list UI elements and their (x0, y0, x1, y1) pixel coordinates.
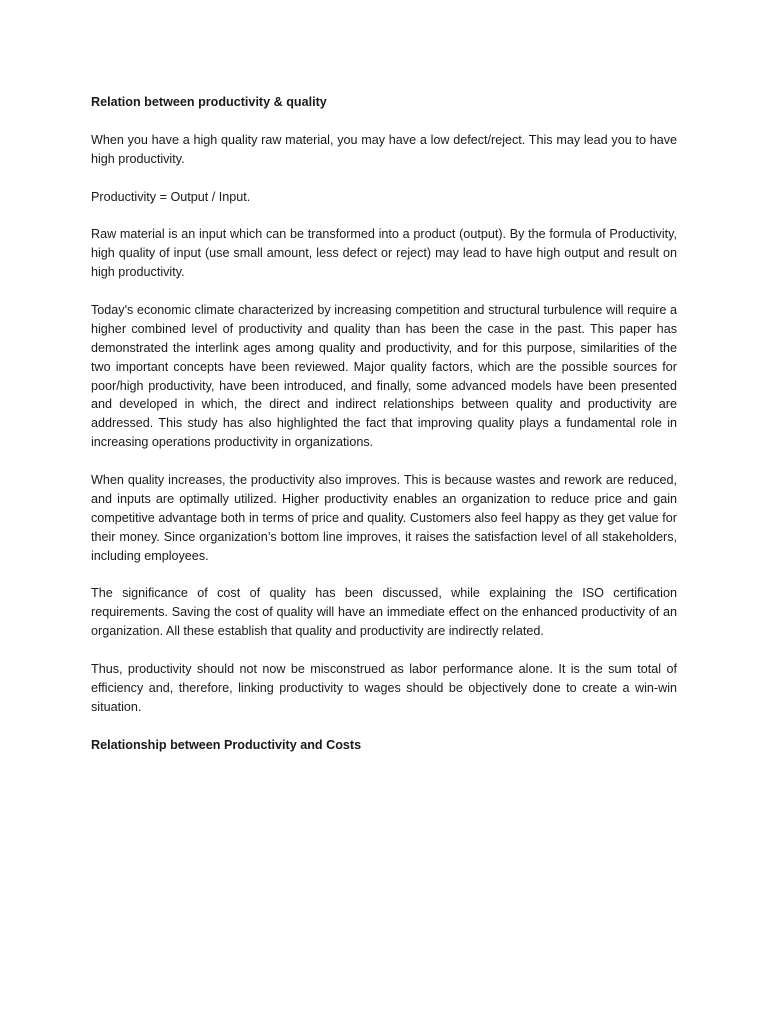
section-heading: Relation between productivity & quality (91, 95, 327, 109)
paragraph: When you have a high quality raw material, you may have a low defect/reject. This may lead you to have high productivity. (91, 132, 677, 166)
formula-paragraph: Productivity = Output / Input. (91, 189, 251, 204)
document-page (91, 93, 677, 773)
paragraph: The significance of cost of quality has been discussed, while explaining the ISO certification requirements. Saving the cost of quality will have an immediate effect on the enhanced productivity of an organization. All these establish that quality and productivity are indirectly related. (91, 586, 677, 639)
paragraph: Raw material is an input which can be transformed into a product (output). By the formula of Productivity, high quality of input (use small amount, less defect or reject) may lead to have high output and result on high productivity. (91, 227, 677, 280)
paragraph: Today's economic climate characterized by increasing competition and structural turbulence will require a higher combined level of productivity and quality than has been the case in the past. This paper has demonstrated the interlink ages among quality and productivity, and for this purpose, similarities of the two important concepts have been reviewed. Major quality factors, which are the possible sources for poor/high productivity, have been introduced, and finally, some advanced models have been presented and developed in which, the direct and indirect relationships between quality and productivity are addressed. This study has also highlighted the fact that improving quality plays a fundamental role in increasing operations productivity in organizations. (91, 302, 677, 450)
paragraph: When quality increases, the productivity also improves. This is because wastes and rework are reduced, and inputs are optimally utilized. Higher productivity enables an organization to reduce price and gain competitive advantage both in terms of price and quality. Customers also feel happy as they get value for their money. Since organization’s bottom line improves, it raises the satisfaction level of all stakeholders, including employees. (91, 473, 677, 563)
paragraph: Thus, productivity should not now be misconstrued as labor performance alone. It is the sum total of efficiency and, therefore, linking productivity to wages should be objectively done to create a win-win situation. (91, 662, 677, 714)
section-heading: Relationship between Productivity and Costs (91, 737, 362, 752)
